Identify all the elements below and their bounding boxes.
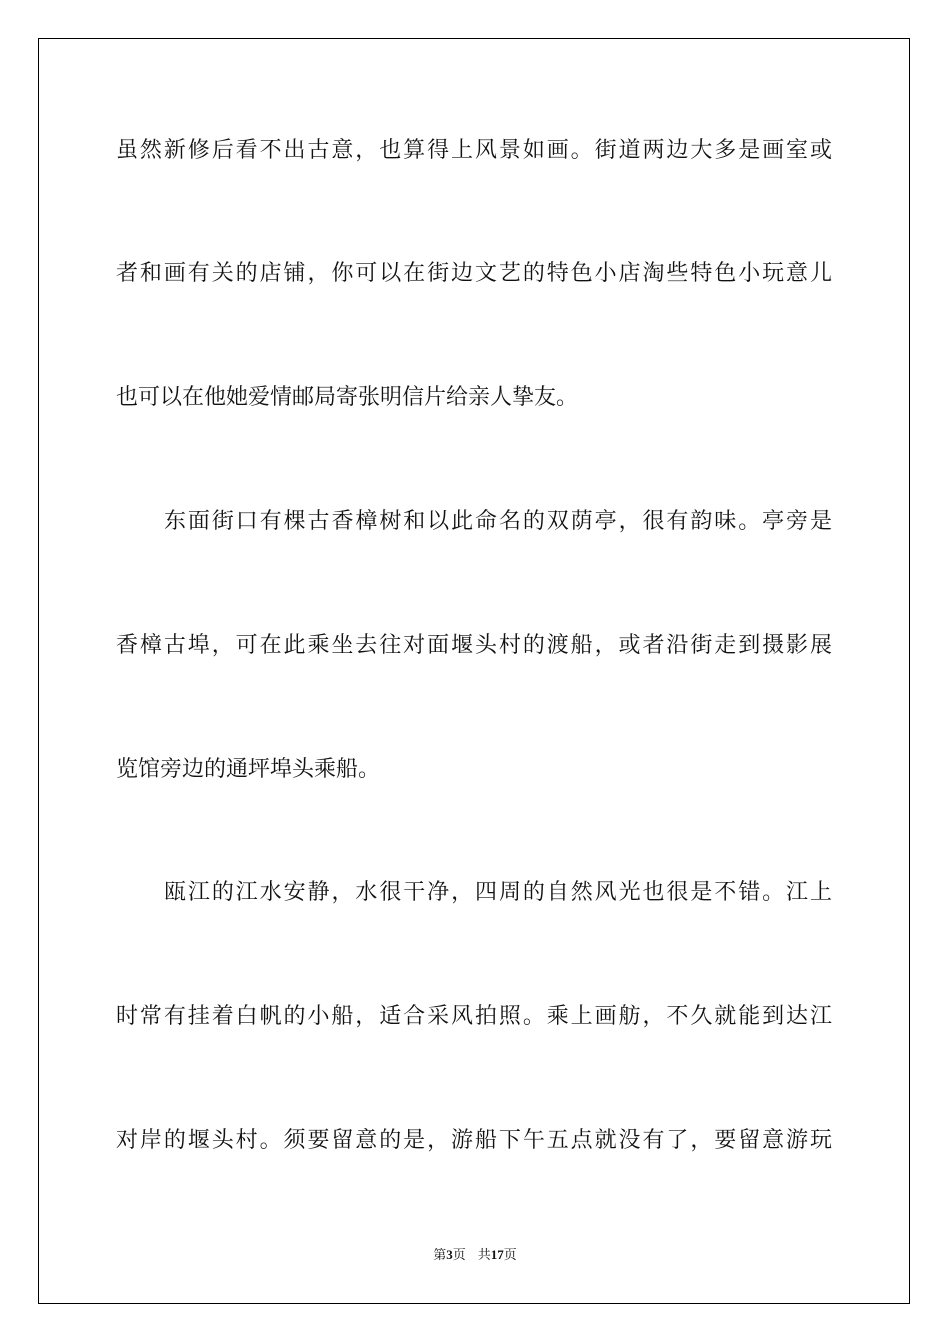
text-line: 者和画有关的店铺，你可以在街边文艺的特色小店淘些特色小玩意儿 [116,261,832,286]
text-line: 也可以在他她爱情邮局寄张明信片给亲人挚友。 [116,385,579,410]
text-line: 览馆旁边的通坪埠头乘船。 [116,757,381,782]
text-line: 时常有挂着白帆的小船，适合采风拍照。乘上画舫，不久就能到达江 [116,1004,832,1029]
text-line: 香樟古埠，可在此乘坐去往对面堰头村的渡船，或者沿街走到摄影展 [116,633,832,658]
text-line: 对岸的堰头村。须要留意的是，游船下午五点就没有了，要留意游玩 [116,1128,832,1153]
page-number: 3 [446,1247,453,1262]
page-number-suffix: 页 [452,1247,466,1262]
page-border [38,38,910,1304]
text-line: 虽然新修后看不出古意，也算得上风景如画。街道两边大多是画室或 [116,138,832,163]
paragraph-first-line: 东面街口有棵古香樟树和以此命名的双荫亭，很有韵味。亭旁是 [164,509,832,534]
page-number-prefix: 第 [433,1247,447,1262]
total-pages: 17 [490,1247,504,1262]
total-pages-suffix: 页 [503,1247,517,1262]
paragraph-first-line: 瓯江的江水安静，水很干净，四周的自然风光也很是不错。江上 [164,880,832,905]
page-footer [0,1246,950,1264]
total-pages-prefix: 共 [477,1247,491,1262]
